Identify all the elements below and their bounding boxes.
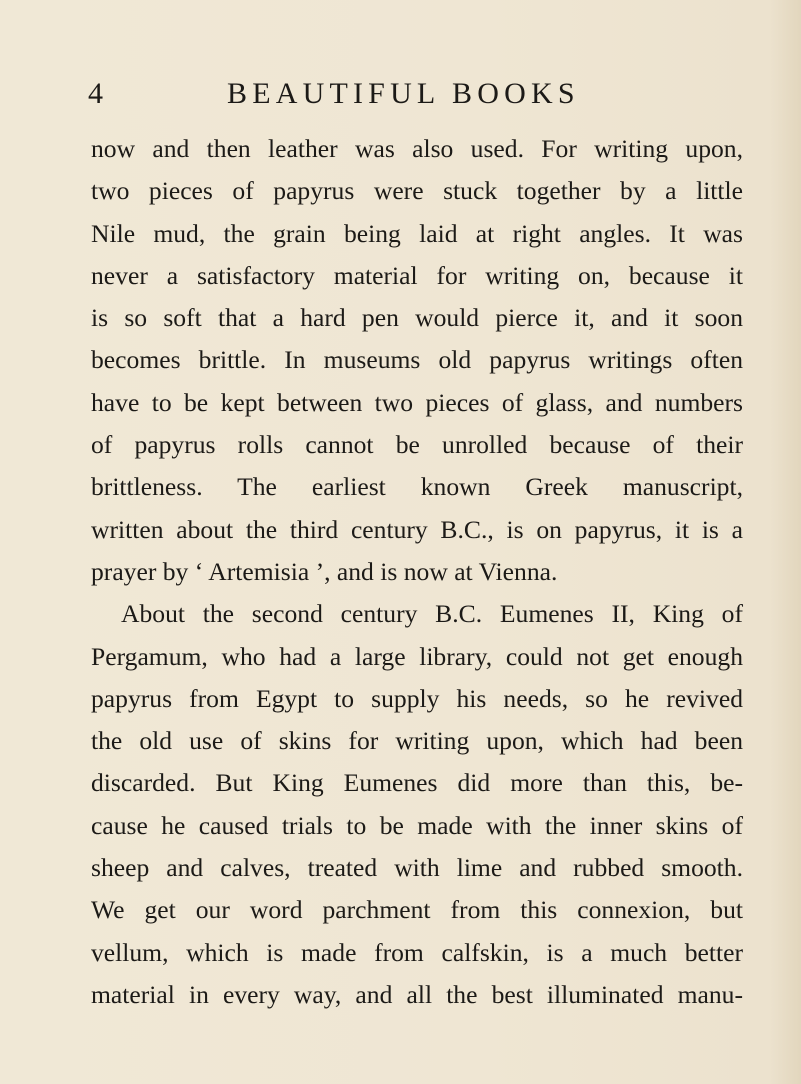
running-head — [0, 74, 801, 114]
text-line: brittleness. The earliest known Greek manuscript, — [91, 472, 743, 502]
running-title: BEAUTIFUL BOOKS — [227, 77, 580, 110]
text-line: is so soft that a hard pen would pierce it, and it soon — [91, 303, 743, 333]
text-line: cause he caused trials to be made with the inner skins of — [91, 810, 743, 840]
text-line: material in every way, and all the best illuminated manu- — [91, 979, 743, 1009]
text-line: vellum, which is made from calfskin, is a much better — [91, 937, 743, 967]
text-line: have to be kept between two pieces of glass, and numbers — [91, 387, 743, 417]
text-line: Pergamum, who had a large library, could not get enough — [91, 641, 743, 671]
body-text — [91, 128, 743, 1016]
text-line: two pieces of papyrus were stuck together by a little — [91, 176, 743, 206]
text-line: discarded. But King Eumenes did more than this, be- — [91, 768, 743, 798]
page-number: 4 — [88, 77, 103, 110]
paragraph-end-line: prayer by ‘ Artemisia ’, and is now at Vienna. — [91, 556, 558, 586]
text-line: the old use of skins for writing upon, which had been — [91, 726, 743, 756]
text-line: never a satisfactory material for writing on, because it — [91, 260, 743, 290]
text-line: now and then leather was also used. For writing upon, — [91, 134, 743, 163]
text-line: sheep and calves, treated with lime and rubbed smooth. — [91, 853, 743, 883]
text-line: Nile mud, the grain being laid at right angles. It was — [91, 218, 743, 248]
text-line: papyrus from Egypt to supply his needs, so he revived — [91, 683, 743, 713]
text-line: We get our word parchment from this connexion, but — [91, 895, 743, 925]
text-line: of papyrus rolls cannot be unrolled because of their — [91, 430, 743, 460]
text-line: written about the third century B.C., is on papyrus, it is a — [91, 514, 743, 544]
text-line: becomes brittle. In museums old papyrus writings often — [91, 345, 743, 375]
paragraph-start-line: About the second century B.C. Eumenes II, King of — [121, 599, 743, 629]
